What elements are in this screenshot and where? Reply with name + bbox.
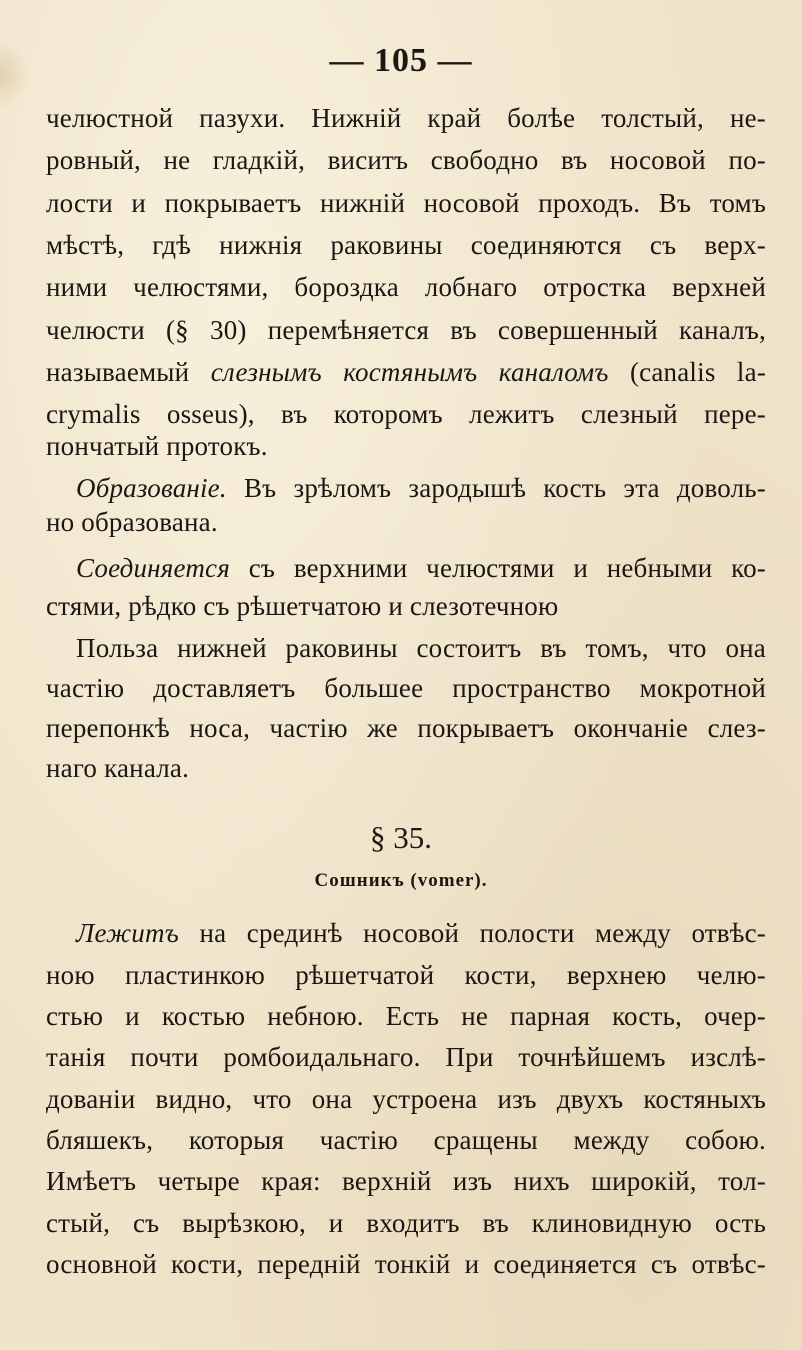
term-italic: слезнымъ костянымъ каналомъ: [210, 357, 609, 387]
text-line: ровный, не гладкій, виситъ свободно въ носовой по-: [46, 145, 766, 175]
text-line: дованіи видно, что она устроена изъ двухъ костяныхъ: [46, 1084, 766, 1114]
text-segment: Въ зрѣломъ зародышѣ кость эта доволь-: [226, 473, 766, 503]
text-line: ними челюстями, бороздка лобнаго отростка верхней: [46, 272, 766, 302]
text-line: Имѣетъ четыре края: верхній изъ нихъ широкій, тол-: [46, 1166, 766, 1196]
text-line: танія почти ромбоидальнаго. При точнѣйшемъ изслѣ-: [46, 1042, 766, 1072]
text-line: пончатый протокъ.: [46, 431, 268, 461]
text-segment: съ верхними челюстями и небными ко-: [229, 553, 766, 583]
text-line: crymalis osseus), въ которомъ лежитъ слезный пере-: [46, 399, 766, 429]
text-segment: (canalis la-: [608, 357, 767, 387]
page-number: — 105 —: [329, 42, 473, 79]
text-line: челюстной пазухи. Нижній край болѣе толстый, не-: [46, 103, 766, 133]
text-line: челюсти (§ 30) перемѣняется въ совершенный каналъ,: [46, 315, 766, 345]
text-line: Польза нижней раковины состоитъ въ томъ, что она: [76, 633, 766, 663]
text-line: наго канала.: [46, 753, 190, 783]
section-title: Сошникъ (vomer).: [314, 870, 488, 891]
text-segment: на срединѣ носовой полости между отвѣс-: [178, 918, 766, 948]
text-line: бляшекъ, которыя частію сращены между собою.: [46, 1125, 766, 1155]
text-line: частію доставляетъ большее пространство мокротной: [46, 673, 766, 703]
term-italic: Соединяется: [76, 553, 230, 583]
text-segment: называемый: [46, 357, 211, 387]
text-line: ною пластинкою рѣшетчатой кости, верхнею челю-: [46, 960, 766, 990]
text-line: [46, 352, 766, 392]
text-line: основной кости, передній тонкій и соединяется съ отвѣс-: [46, 1249, 766, 1279]
text-line: [76, 913, 766, 953]
text-line: стью и костью небною. Есть не парная кость, очер-: [46, 1001, 766, 1031]
text-line: стями, рѣдко съ рѣшетчатою и слезотечною: [46, 591, 559, 621]
text-line: но образована.: [46, 507, 218, 537]
text-line: лости и покрываетъ нижній носовой проходъ. Въ томъ: [46, 188, 766, 218]
section-number: § 35.: [370, 820, 432, 855]
term-italic: Образованіе.: [76, 473, 227, 503]
text-line: [76, 548, 766, 588]
text-line: мѣстѣ, гдѣ нижнія раковины соединяются съ верх-: [46, 230, 766, 260]
text-line: перепонкѣ носа, частію же покрываетъ окончаніе слез-: [46, 713, 766, 743]
text-line: стый, съ вырѣзкою, и входитъ въ клиновидную ость: [46, 1208, 766, 1238]
term-italic: Лежитъ: [76, 918, 179, 948]
